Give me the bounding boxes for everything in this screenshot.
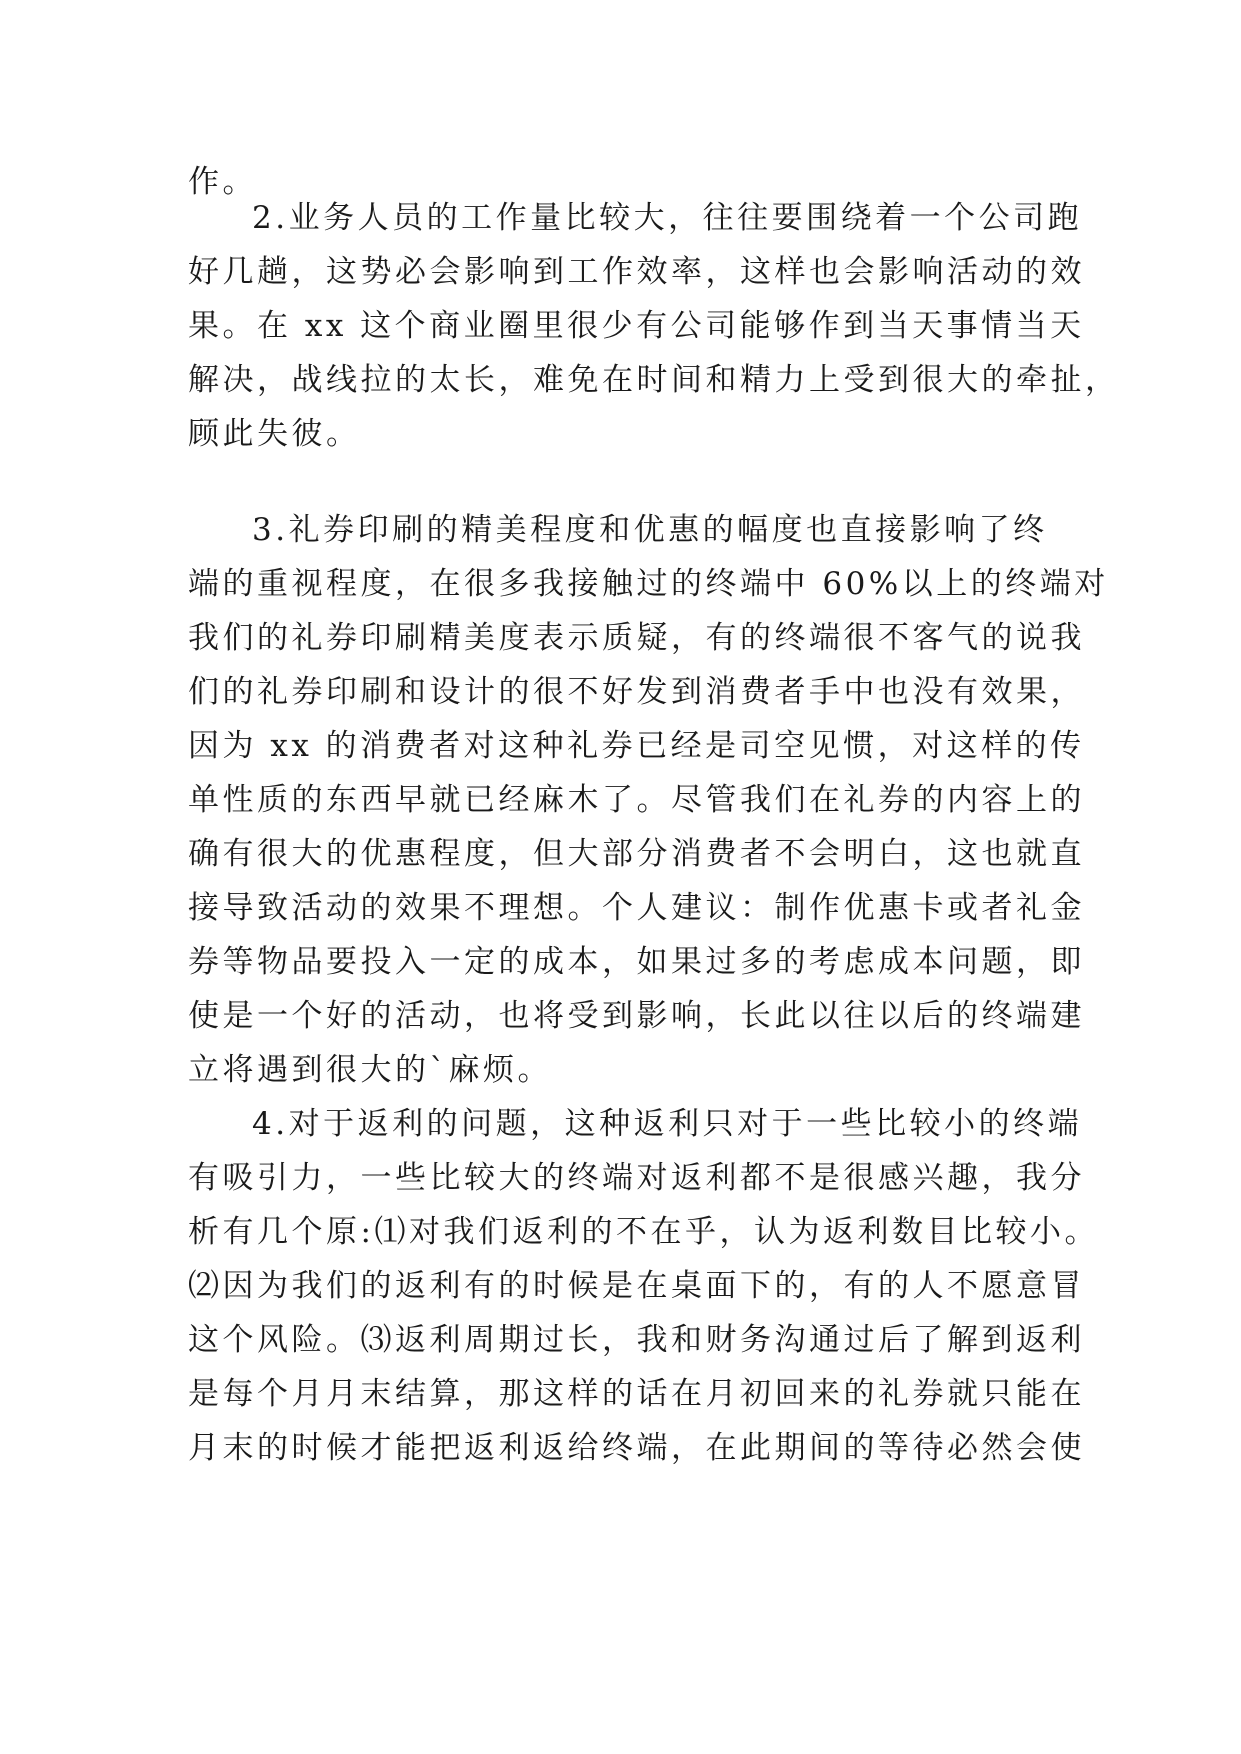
- text-line: 顾此失彼。: [188, 416, 361, 452]
- text-line: 我们的礼券印刷精美度表示质疑，有的终端很不客气的说我: [188, 620, 1085, 656]
- text-line: ⑵因为我们的返利有的时候是在桌面下的，有的人不愿意冒: [188, 1268, 1085, 1304]
- text-line: 好几趟，这势必会影响到工作效率，这样也会影响活动的效: [188, 254, 1085, 290]
- text-line: 析有几个原:⑴对我们返利的不在乎，认为返利数目比较小。: [188, 1214, 1099, 1250]
- text-line: 解决，战线拉的太长，难免在时间和精力上受到很大的牵扯，: [188, 362, 1120, 398]
- text-line: 端的重视程度，在很多我接触过的终端中 60%以上的终端对: [188, 566, 1109, 602]
- text-line: 有吸引力，一些比较大的终端对返利都不是很感兴趣，我分: [188, 1160, 1085, 1196]
- text-line: 4.对于返利的问题，这种返利只对于一些比较小的终端: [252, 1106, 1083, 1142]
- text-line: 果。在 xx 这个商业圈里很少有公司能够作到当天事情当天: [188, 308, 1085, 344]
- text-line: 券等物品要投入一定的成本，如果过多的考虑成本问题，即: [188, 944, 1085, 980]
- text-line: 立将遇到很大的`麻烦。: [188, 1052, 552, 1088]
- text-line: 月末的时候才能把返利返给终端，在此期间的等待必然会使: [188, 1430, 1085, 1466]
- text-line: 2.业务人员的工作量比较大，往往要围绕着一个公司跑: [252, 200, 1083, 236]
- text-line: 们的礼券印刷和设计的很不好发到消费者手中也没有效果，: [188, 674, 1085, 710]
- text-line: 使是一个好的活动，也将受到影响，长此以往以后的终端建: [188, 998, 1085, 1034]
- text-line: 单性质的东西早就已经麻木了。尽管我们在礼券的内容上的: [188, 782, 1085, 818]
- text-line: 3.礼券印刷的精美程度和优惠的幅度也直接影响了终: [252, 512, 1048, 548]
- text-line: 因为 xx 的消费者对这种礼券已经是司空见惯，对这样的传: [188, 728, 1085, 764]
- text-line: 确有很大的优惠程度，但大部分消费者不会明白，这也就直: [188, 836, 1085, 872]
- text-line: 接导致活动的效果不理想。个人建议：制作优惠卡或者礼金: [188, 890, 1085, 926]
- text-line: 这个风险。⑶返利周期过长，我和财务沟通过后了解到返利: [188, 1322, 1085, 1358]
- text-line: 作。: [188, 164, 257, 200]
- text-line: 是每个月月末结算，那这样的话在月初回来的礼券就只能在: [188, 1376, 1085, 1412]
